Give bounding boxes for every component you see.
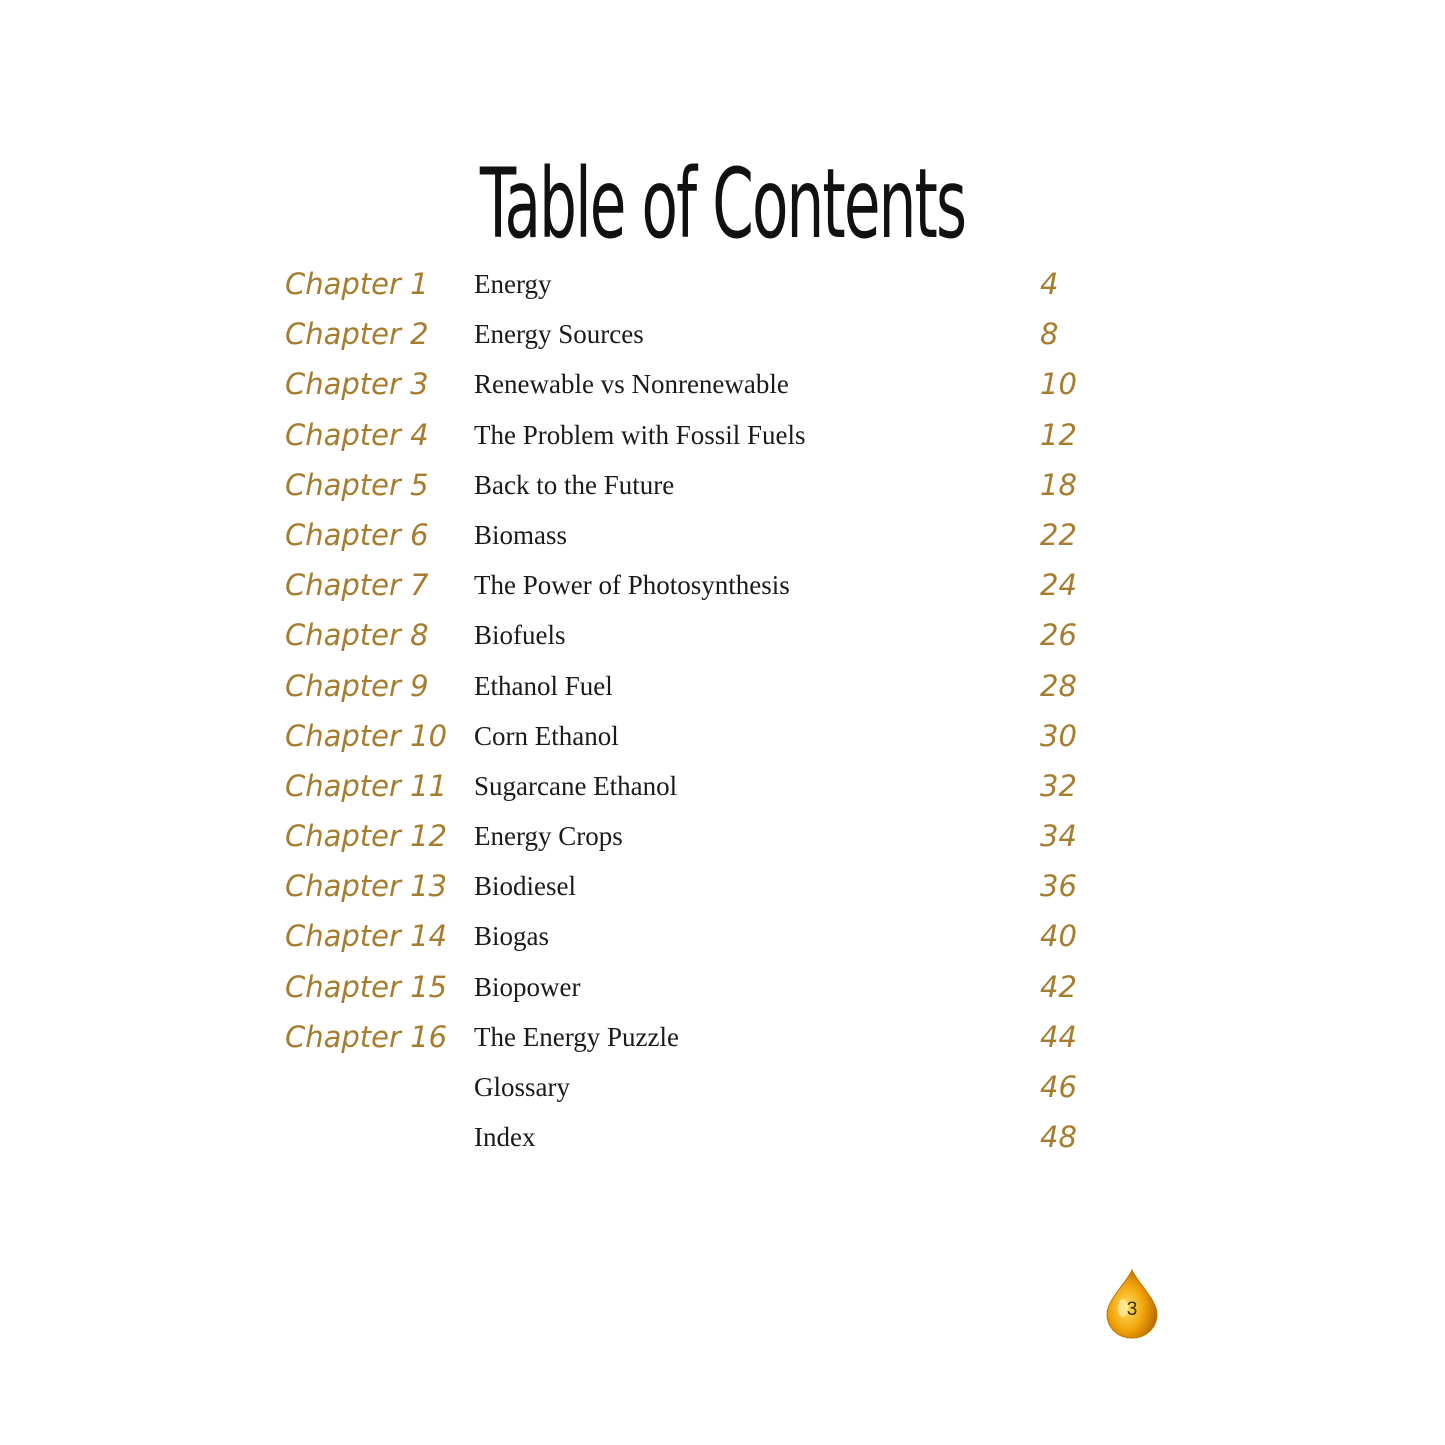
toc-entry[interactable] [0, 1116, 1445, 1166]
page-ref: 34 [1040, 819, 1077, 854]
chapter-title: The Power of Photosynthesis [474, 570, 790, 601]
chapter-title: Back to the Future [474, 469, 675, 500]
toc-entry[interactable] [0, 1016, 1445, 1066]
chapter-title: Biogas [474, 921, 550, 952]
chapter-title: Energy [474, 269, 552, 299]
chapter-title: Renewable vs Nonrenewable [474, 369, 789, 400]
chapter-label: Chapter 10 [285, 718, 448, 753]
page-ref: 8 [1040, 317, 1059, 352]
page-ref: 32 [1040, 768, 1077, 803]
table-of-contents [0, 263, 1445, 1166]
toc-entry[interactable] [0, 915, 1445, 965]
chapter-title: Biopower [474, 971, 581, 1002]
toc-entry[interactable] [0, 414, 1445, 464]
page-ref: 26 [1040, 618, 1077, 653]
chapter-title: Biomass [474, 519, 568, 550]
chapter-label: Chapter 7 [285, 568, 429, 603]
page-ref: 30 [1040, 718, 1077, 753]
chapter-label: Chapter 5 [285, 467, 429, 502]
chapter-label: Chapter 13 [285, 869, 448, 904]
page-ref: 44 [1040, 1019, 1077, 1054]
chapter-title: Energy Sources [474, 319, 644, 350]
page-ref: 10 [1040, 367, 1077, 402]
toc-entry[interactable] [0, 263, 1445, 313]
page-title: Table of Contents [479, 148, 966, 261]
toc-entry[interactable] [0, 514, 1445, 564]
chapter-label: Chapter 11 [285, 768, 448, 803]
chapter-label: Chapter 9 [285, 668, 429, 703]
chapter-title: The Problem with Fossil Fuels [474, 419, 806, 450]
chapter-label: Chapter 6 [285, 517, 429, 552]
page-ref: 48 [1040, 1120, 1077, 1155]
toc-entry[interactable] [0, 715, 1445, 765]
chapter-label: Chapter 16 [285, 1019, 448, 1054]
chapter-label: Chapter 14 [285, 919, 448, 954]
page-number: 3 [1126, 1299, 1138, 1320]
toc-entry[interactable] [0, 865, 1445, 915]
page-ref: 4 [1040, 267, 1059, 301]
toc-entry[interactable] [0, 966, 1445, 1016]
page-ref: 36 [1040, 869, 1077, 904]
chapter-label: Chapter 8 [285, 618, 429, 653]
chapter-title: Biofuels [474, 620, 566, 651]
chapter-title: Sugarcane Ethanol [474, 770, 678, 801]
chapter-label: Chapter 3 [285, 367, 429, 402]
toc-entry[interactable] [0, 1066, 1445, 1116]
toc-entry[interactable] [0, 464, 1445, 514]
page-ref: 18 [1040, 467, 1077, 502]
chapter-label: Chapter 1 [285, 267, 429, 301]
page-ref: 42 [1040, 969, 1077, 1004]
toc-entry[interactable] [0, 363, 1445, 413]
page-ref: 28 [1040, 668, 1077, 703]
toc-entry[interactable] [0, 564, 1445, 614]
chapter-title: Energy Crops [474, 821, 623, 852]
page-ref: 12 [1040, 417, 1077, 452]
chapter-label: Chapter 12 [285, 819, 448, 854]
chapter-title: Corn Ethanol [474, 720, 619, 751]
page-ref: 46 [1040, 1070, 1077, 1104]
chapter-title: Biodiesel [474, 871, 576, 902]
toc-entry[interactable] [0, 765, 1445, 815]
page-ref: 24 [1040, 568, 1077, 603]
page-ref: 40 [1040, 919, 1077, 954]
chapter-title: Glossary [474, 1072, 570, 1102]
chapter-title: The Energy Puzzle [474, 1021, 679, 1052]
toc-entry[interactable] [0, 614, 1445, 664]
chapter-title: Ethanol Fuel [474, 670, 613, 701]
chapter-label: Chapter 4 [285, 417, 429, 452]
chapter-label: Chapter 2 [285, 317, 429, 352]
toc-entry[interactable] [0, 665, 1445, 715]
toc-entry[interactable] [0, 815, 1445, 865]
toc-entry[interactable] [0, 313, 1445, 363]
chapter-title: Index [474, 1122, 536, 1153]
chapter-label: Chapter 15 [285, 969, 448, 1004]
page-ref: 22 [1040, 517, 1077, 552]
page-number-badge [1103, 1268, 1161, 1342]
